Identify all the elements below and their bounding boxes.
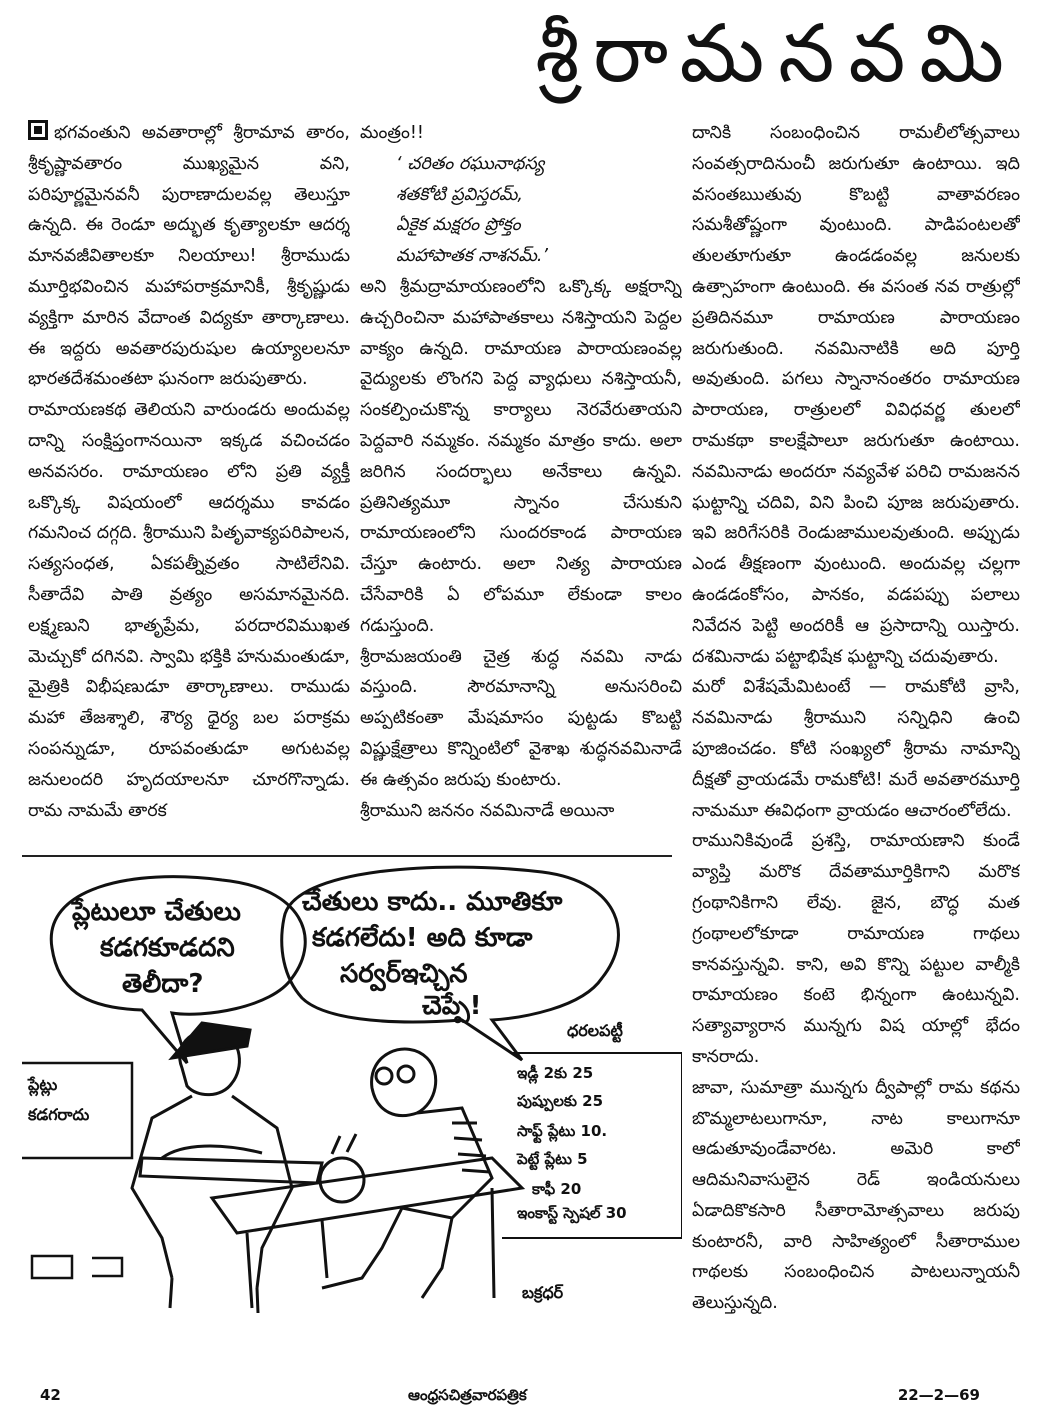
- page-number: 42: [40, 1386, 61, 1404]
- wall-sign-line-2: కడగరాదు: [28, 1105, 90, 1124]
- column-1-text: భగవంతుని అవతారాల్లో శ్రీరామావ తారం, శ్రీకృష్ణావతారం ముఖ్యమైన వని, పరిపూర్ణమైనవనీ పురాణాదులవల్ల తెలుస్తూ ఉన్నది. ఈ రెండూ అద్భుత కృత్యాలకూ ఆదర్శ మానవజీవితాలకూ నిలయాలు! శ్రీరాముడు మూర్తిభవించిన మహాపరాక్రమానికీ, శ్రీకృష్ణుడు వ్యక్తిగా మారిన వేదాంత విద్యకూ తార్కాణాలు. ఈ ఇద్దరు అవతారపురుషుల ఉయ్యాలలనూ భారతదేశమంతటా ఘనంగా జరుపుతారు. రామాయణకథ తెలియని వారుండరు అందువల్ల దాన్ని సంక్షిప్తంగానయినా ఇక్కడ వచించడం అనవసరం. రామాయణం లోని ప్రతి వ్యక్తీ ఒక్కొక్క విషయంలో ఆదర్శము కావడం గమనించ దగ్గది. శ్రీరాముని పితృవాక్యపరిపాలన, సత్యసంధత, ఏకపత్నీవ్రతం సాటిలేనివి. సీతాదేవి పాతి వ్రత్యం అసమానమైనది. లక్ష్మణుని భాతృప్రేమ, పరదారవిముఖత మెచ్చుకో దగినవి. స్వామి భక్తికి హనుమంతుడూ, మైత్రికి విభీషణుడూ తార్కాణాలు. రాముడు మహా తేజశ్శాలి, శౌర్య ధైర్య బల పరాక్రమ సంపన్నుడూ, రూపవంతుడూ అగుటవల్ల జనులందరి హృదయాలనూ చూరగొన్నాడు. రామ నామమే తారక: [28, 123, 350, 821]
- menu-item-5: కాఫీ 20: [532, 1180, 582, 1198]
- wall-sign-line-1: ప్లేట్లు: [28, 1075, 58, 1094]
- right-bubble-line-3: సర్వర్‌ఇచ్చిన: [340, 959, 468, 989]
- magazine-name: ఆంధ్రసచిత్రవారపత్రిక: [408, 1386, 527, 1404]
- column-2-intro: మంత్రం!!: [360, 123, 424, 143]
- article-column-3: దానికి సంబంధించిన రామలీలోత్సవాలు సంవత్సరాదినుంచీ జరుగుతూ ఉంటాయి. ఇది వసంతఋతువు కొబట్టి వాతావరణం సమశీతోష్ణంగా వుంటుంది. పాడిపంటలతో తులతూగుతూ ఉండడంవల్ల జనులకు ఉత్సాహంగా ఉంటుంది. ఈ వసంత నవ రాత్రుల్లో ప్రతిదినమూ రామాయణ పారాయణం జరుగుతుంది. నవమినాటికి అది పూర్తి అవుతుంది. పగలు స్నానానంతరం రామాయణ పారాయణ, రాత్రులలో వివిధవర్ణ తులలో రామకథా కాలక్షేపాలూ జరుగుతూ ఉంటాయి. నవమినాడు అందరూ నవ్యవేళ పరిచి రామజనన ఘట్టాన్ని చదివి, విని పించి పూజ జరుపుతారు. ఇవి జరిగేసరికి రెండుజాములవుతుంది. అప్పుడు ఎండ తీక్షణంగా వుంటుంది. అందువల్ల చల్లగా ఉండడంకోసం, పానకం, వడపప్పు పలాలు నివేదన పెట్టి అందరికీ ఆ ప్రసాదాన్ని యిస్తారు. దశమినాడు పట్టాభిషేక ఘట్టాన్ని చదువుతారు. మరో విశేషమేమిటంటే — రామకోటి వ్రాసి, నవమినాడు శ్రీరాముని సన్నిధిని ఉంచి పూజించడం. కోటి సంఖ్యలో శ్రీరామ నామాన్ని దీక్షతో వ్రాయడమే రామకోటి! మరే అవతారమూర్తి నామమూ ఈవిధంగా వ్రాయడం ఆచారంలోలేదు. రామునికివుండే ప్రశస్తి, రామాయణాని కుండే వ్యాప్తి మరొక దేవతామూర్తికిగాని మరొక గ్రంథానికిగాని లేవు. జైన, బౌద్ధ మత గ్రంథాలలోకూడా రామాయణ గాథలు కానవస్తున్నవి. కాని, అవి కొన్ని పట్టుల వాల్మీకి రామాయణం కంటె భిన్నంగా ఉంటున్నవి. సత్యావ్యారాన మున్నగు విష యాల్లో భేదం కానరాదు. జావా, సుమాత్రా మున్నగు ద్వీపాల్లో రామ కథను బొమ్మలాటలుగానూ, నాట కాలుగానూ ఆడుతూవుండేవారట. అమెరి కాలో ఆదిమనివాసులైన రెడ్ ఇండియనులు ఏడాదికొకసారి సీతారామోత్సవాలు జరుపు కుంటారనీ, వారి సాహిత్యంలో సీతారాముల గాథలకు సంబంధించిన పాటలున్నాయనీ తెలుస్తున్నది.: [692, 123, 1020, 1314]
- menu-title: ధరలపట్టీ: [567, 1021, 623, 1040]
- menu-item-4: పెట్టే ప్లేటు 5: [517, 1150, 588, 1168]
- article-column-2: [360, 118, 682, 854]
- menu-item-3: సాఫ్ట్ ప్లేటు 10.: [517, 1122, 608, 1140]
- left-bubble-line-3: తెలీదా?: [122, 969, 204, 999]
- floor-marks: [32, 1256, 122, 1278]
- waiter-figure: [132, 1023, 322, 1313]
- article-start-mark-icon: [28, 120, 48, 140]
- cartoonist-signature: బక్రధర్: [522, 1283, 564, 1302]
- issue-date: 22—2—69: [897, 1386, 980, 1404]
- customer-figure: [322, 1049, 492, 1298]
- cartoon-divider: [22, 855, 672, 857]
- sanskrit-verse: ‘ చరితం రఘునాథస్య శతకోటి ప్రవిస్తరమ్, ఏకైక మక్షరం ప్రోక్తం మహాపాతక నాశనమ్.’: [396, 153, 548, 267]
- right-bubble-line-1: చేతులు కాదు.. మూతికూ: [302, 887, 563, 917]
- right-bubble-line-4: చెప్పే!: [422, 991, 482, 1021]
- left-speech-bubble: [51, 877, 305, 1063]
- left-bubble-line-2: కడగకూడదని: [100, 933, 235, 963]
- article-title: శ్రీరామనవమి: [535, 7, 1018, 100]
- cartoon-illustration: [22, 858, 682, 1318]
- article-column-1: [28, 118, 350, 854]
- right-bubble-line-2: కడగలేదు! అది కూడా: [312, 923, 533, 953]
- menu-item-1: ఇడ్లీ 2కు 25: [517, 1064, 594, 1082]
- wall-sign: [22, 1063, 132, 1158]
- page-footer: [0, 1386, 1040, 1414]
- price-menu: [502, 1021, 682, 1238]
- column-2-text: అని శ్రీమద్రామాయణంలోని ఒక్కొక్క అక్షరాన్ని ఉచ్చరించినా మహాపాతకాలు నశిస్తాయని పెద్దల వాక్యం ఉన్నది. రామాయణ పారాయణంవల్ల వైద్యులకు లొంగని పెద్ద వ్యాధులు నశిస్తాయనీ, సంకల్పించుకొన్న కార్యాలు నెరవేరుతాయని పెద్దవారి నమ్మకం. నమ్మకం మాత్రం కాదు. అలా జరిగిన సందర్భాలు అనేకాలు ఉన్నవి. ప్రతినిత్యమూ స్నానం చేసుకుని రామాయణంలోని సుందరకాండ పారాయణ చేస్తూ ఉంటారు. అలా నిత్య పారాయణ చేసేవారికి ఏ లోపమూ లేకుండా కాలం గడుస్తుంది. శ్రీరామజయంతి చైత్ర శుద్ధ నవమి నాడు వస్తుంది. సౌరమానాన్ని అనుసరించి అప్పటికంతా మేషమాసం పుట్టడు కొబట్టి విష్ణుక్షేత్రాలు కొన్నింటిలో వైశాఖ శుద్ధనవమినాడే ఈ ఉత్సవం జరుపు కుంటారు. శ్రీరాముని జననం నవమినాడే అయినా: [360, 276, 682, 821]
- menu-item-6: ఇంకాస్ట్ స్పెషల్ 30: [517, 1204, 627, 1222]
- menu-item-2: పుష్పులకు 25: [517, 1092, 604, 1110]
- left-bubble-line-1: ప్లేటులూ చేతులు: [72, 897, 241, 927]
